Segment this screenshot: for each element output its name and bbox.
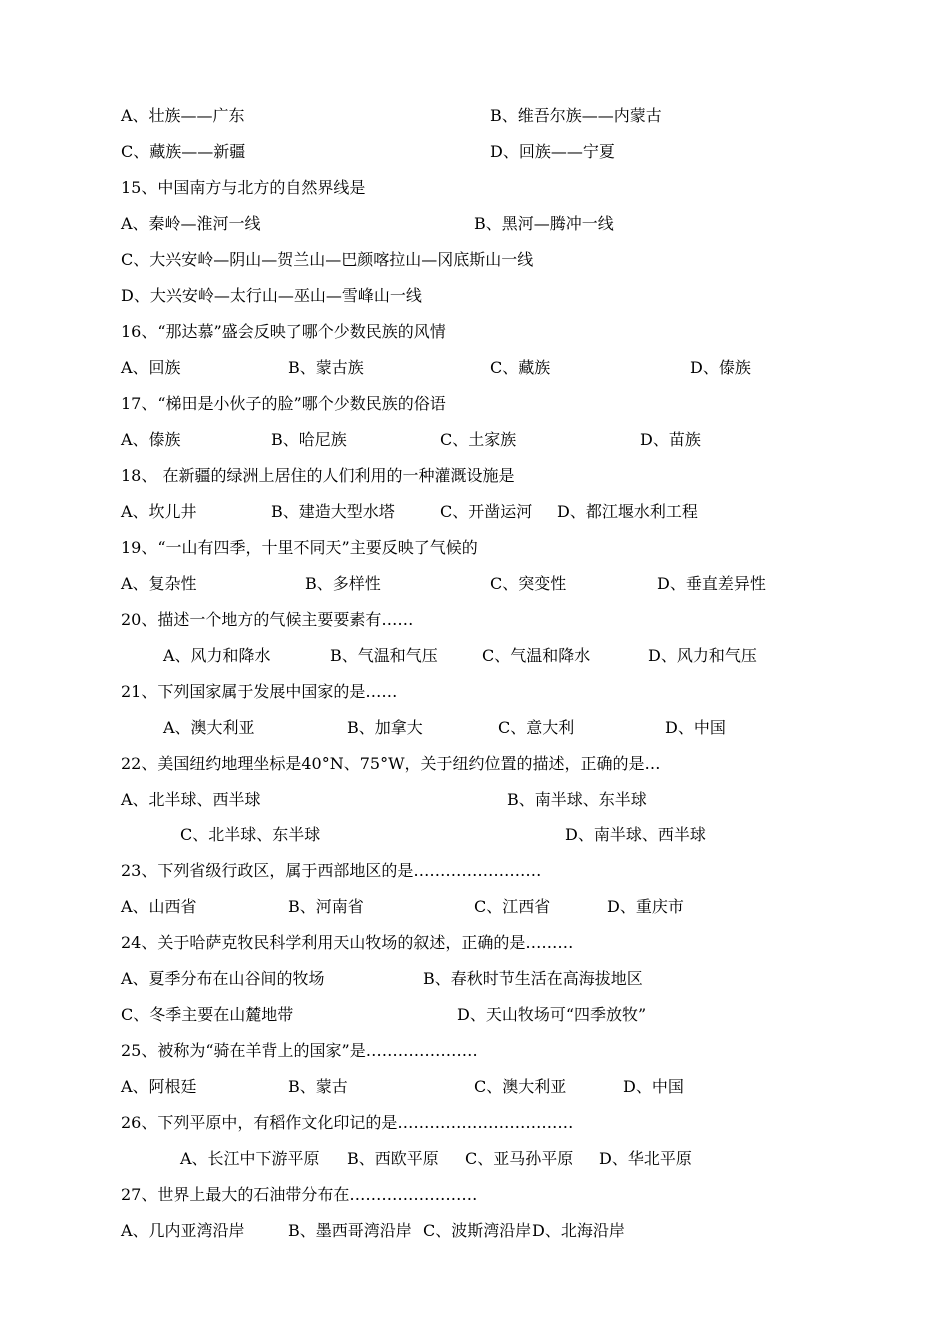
answer-option: D、苗族 [640, 430, 701, 449]
answer-option: D、重庆市 [607, 897, 684, 916]
question-text: 20、描述一个地方的气候主要要素有…… [121, 610, 414, 629]
question-text: 17、“梯田是小伙子的脸”哪个少数民族的俗语 [121, 394, 446, 413]
answer-option: D、中国 [623, 1077, 684, 1096]
question-text: 27、世界上最大的石油带分布在…………………… [121, 1185, 478, 1204]
answer-option: A、坎儿井 [121, 502, 197, 521]
answer-option: C、大兴安岭—阴山—贺兰山—巴颜喀拉山—冈底斯山一线 [121, 250, 534, 269]
answer-option: D、华北平原 [599, 1149, 692, 1168]
answer-option: B、加拿大 [347, 718, 423, 737]
answer-option: B、哈尼族 [271, 430, 347, 449]
answer-option: C、澳大利亚 [474, 1077, 567, 1096]
answer-option: B、墨西哥湾沿岸 [288, 1221, 412, 1240]
answer-option: A、回族 [121, 358, 181, 377]
answer-option: B、黑河—腾冲一线 [474, 214, 614, 233]
answer-option: D、垂直差异性 [657, 574, 766, 593]
answer-option: A、复杂性 [121, 574, 197, 593]
answer-option: D、傣族 [690, 358, 751, 377]
answer-option: B、蒙古族 [288, 358, 364, 377]
answer-option: B、维吾尔族——内蒙古 [490, 106, 662, 125]
answer-option: B、南半球、东半球 [507, 790, 647, 809]
answer-option: B、蒙古 [288, 1077, 348, 1096]
answer-option: C、气温和降水 [482, 646, 591, 665]
answer-option: A、夏季分布在山谷间的牧场 [121, 969, 325, 988]
question-text: 15、中国南方与北方的自然界线是 [121, 178, 366, 197]
answer-option: D、中国 [665, 718, 726, 737]
answer-option: A、澳大利亚 [163, 718, 255, 737]
answer-option: D、天山牧场可“四季放牧” [457, 1005, 647, 1024]
answer-option: D、南半球、西半球 [565, 825, 706, 844]
question-text: 18、 在新疆的绿洲上居住的人们利用的一种灌溉设施是 [121, 466, 515, 485]
answer-option: C、土家族 [440, 430, 517, 449]
answer-option: C、藏族——新疆 [121, 142, 246, 161]
answer-option: D、风力和气压 [648, 646, 757, 665]
answer-option: C、开凿运河 [440, 502, 533, 521]
answer-option: B、多样性 [305, 574, 381, 593]
answer-option: D、北海沿岸 [532, 1221, 625, 1240]
answer-option: C、冬季主要在山麓地带 [121, 1005, 294, 1024]
answer-option: A、北半球、西半球 [121, 790, 261, 809]
question-text: 25、被称为“骑在羊背上的国家”是………………… [121, 1041, 478, 1060]
question-text: 22、美国纽约地理坐标是40°N、75°W，关于纽约位置的描述，正确的是… [121, 754, 661, 773]
answer-option: A、几内亚湾沿岸 [121, 1221, 245, 1240]
answer-option: C、藏族 [490, 358, 551, 377]
answer-option: A、傣族 [121, 430, 181, 449]
answer-option: C、波斯湾沿岸 [423, 1221, 532, 1240]
answer-option: C、意大利 [498, 718, 575, 737]
answer-option: C、北半球、东半球 [180, 825, 321, 844]
answer-option: A、风力和降水 [163, 646, 271, 665]
answer-option: B、河南省 [288, 897, 364, 916]
answer-option: D、回族——宁夏 [490, 142, 615, 161]
answer-option: B、建造大型水塔 [271, 502, 395, 521]
answer-option: D、大兴安岭—太行山—巫山—雪峰山一线 [121, 286, 422, 305]
answer-option: A、阿根廷 [121, 1077, 197, 1096]
answer-option: C、江西省 [474, 897, 551, 916]
question-text: 16、“那达慕”盛会反映了哪个少数民族的风情 [121, 322, 446, 341]
answer-option: A、长江中下游平原 [180, 1149, 320, 1168]
question-text: 26、下列平原中，有稻作文化印记的是…………………………… [121, 1113, 574, 1132]
answer-option: A、秦岭—淮河一线 [121, 214, 261, 233]
answer-option: A、壮族——广东 [121, 106, 245, 125]
answer-option: A、山西省 [121, 897, 197, 916]
answer-option: B、西欧平原 [347, 1149, 439, 1168]
question-text: 23、下列省级行政区，属于西部地区的是…………………… [121, 861, 542, 880]
answer-option: B、气温和气压 [330, 646, 438, 665]
answer-option: C、亚马孙平原 [465, 1149, 574, 1168]
question-text: 19、“一山有四季，十里不同天”主要反映了气候的 [121, 538, 478, 557]
question-text: 21、下列国家属于发展中国家的是…… [121, 682, 398, 701]
answer-option: B、春秋时节生活在高海拔地区 [423, 969, 643, 988]
answer-option: D、都江堰水利工程 [557, 502, 698, 521]
answer-option: C、突变性 [490, 574, 567, 593]
question-text: 24、关于哈萨克牧民科学利用天山牧场的叙述，正确的是……… [121, 933, 574, 952]
